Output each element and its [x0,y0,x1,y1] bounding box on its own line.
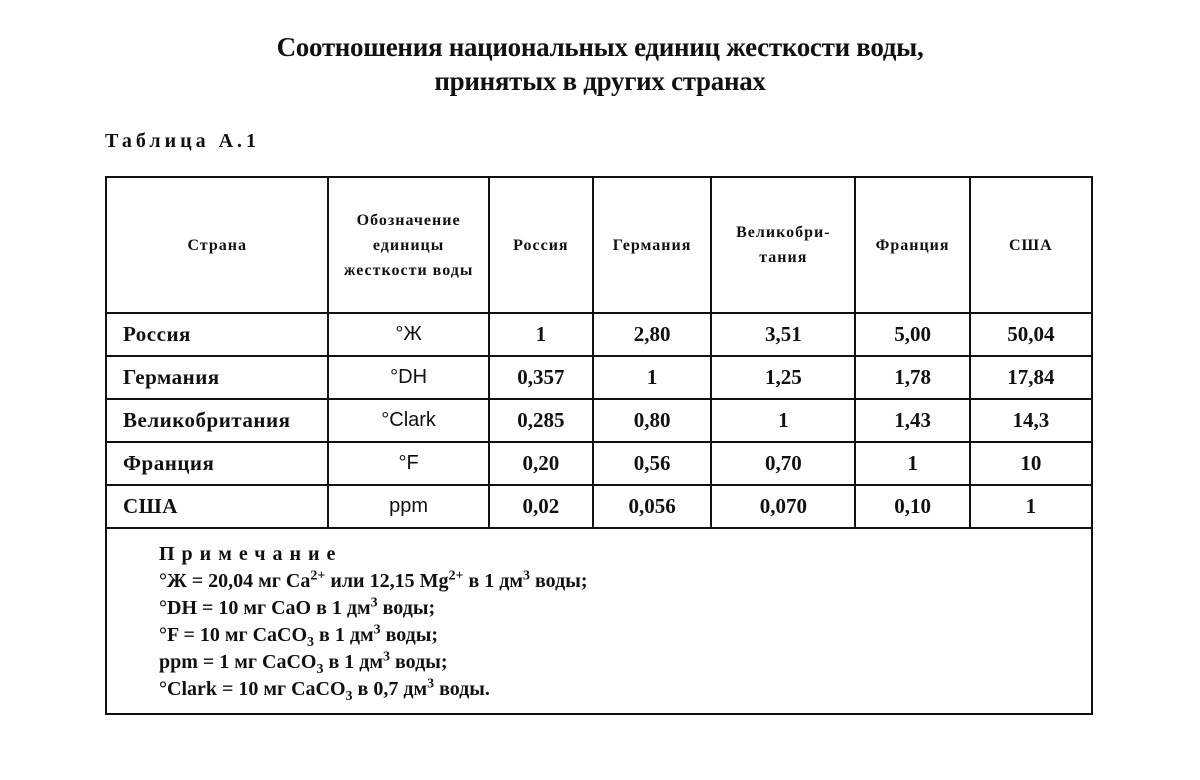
note-superscript: 3 [427,676,435,692]
note-superscript: 3 [370,595,378,611]
note-line [159,595,1091,622]
note-text: °F = 10 мг CaCO [159,624,308,646]
note-text: в 1 дм [323,651,383,673]
table-row [106,356,1092,399]
cell-value: 0,285 [489,399,593,442]
cell-value: 0,56 [593,442,711,485]
header-russia: Россия [489,177,593,313]
cell-value: 3,51 [711,313,855,356]
note-superscript: 3 [523,568,530,584]
document-title [0,30,1200,98]
note-text: воды; [390,651,448,673]
table-header-row [106,177,1092,313]
note-text: воды. [434,678,490,700]
cell-value: 2,80 [593,313,711,356]
note-text: °Clark = 10 мг CaCO [159,678,346,700]
note-title: Примечание [159,543,343,565]
row-unit: °DH [328,356,488,399]
note-text: ppm = 1 мг CaCO [159,651,317,673]
note-subscript: 3 [316,662,324,677]
cell-value: 1 [855,442,969,485]
note-line [159,676,1091,703]
header-france: Франция [855,177,969,313]
table-row [106,442,1092,485]
header-country: Страна [106,177,328,313]
row-unit: °Ж [328,313,488,356]
cell-value: 1 [970,485,1092,528]
table-row [106,399,1092,442]
row-country: Россия [106,313,328,356]
header-unit: Обозначение единицы жесткости воды [328,177,488,313]
cell-value: 50,04 [970,313,1092,356]
note-row [106,528,1092,714]
title-line-2: принятых в других странах [434,66,766,96]
note-superscript: 3 [373,622,381,638]
row-unit: °Clark [328,399,488,442]
title-line-1: Соотношения национальных единиц жесткости воды, [276,32,924,62]
cell-value: 0,70 [711,442,855,485]
note-text: или 12,15 Mg [325,570,449,592]
cell-value: 1 [593,356,711,399]
table-row [106,485,1092,528]
note-line [159,649,1091,676]
cell-value: 0,070 [711,485,855,528]
note-subscript: 3 [307,635,315,650]
row-unit: ppm [328,485,488,528]
note-text: в 1 дм [314,624,374,646]
cell-value: 5,00 [855,313,969,356]
hardness-units-table [105,176,1093,715]
note-text: в 0,7 дм [352,678,428,700]
row-country: Великобритания [106,399,328,442]
note-cell [106,528,1092,714]
header-usa: США [970,177,1092,313]
row-country: США [106,485,328,528]
table-caption: Таблица А.1 [105,130,261,152]
note-text: в 1 дм [463,570,523,592]
note-text: воды; [530,570,588,592]
cell-value: 14,3 [970,399,1092,442]
note-subscript: 3 [345,689,353,704]
cell-value: 1 [711,399,855,442]
cell-value: 0,357 [489,356,593,399]
cell-value: 1,78 [855,356,969,399]
table-row [106,313,1092,356]
header-uk: Великобри-тания [711,177,855,313]
cell-value: 0,20 [489,442,593,485]
cell-value: 0,10 [855,485,969,528]
note-text: воды; [377,597,436,619]
note-superscript: 2+ [448,568,464,584]
note-line [159,568,1091,595]
note-superscript: 2+ [310,568,326,584]
note-line [159,622,1091,649]
cell-value: 0,056 [593,485,711,528]
note-text: °Ж = 20,04 мг Ca [159,570,311,592]
row-unit: °F [328,442,488,485]
cell-value: 10 [970,442,1092,485]
row-country: Франция [106,442,328,485]
cell-value: 17,84 [970,356,1092,399]
note-text: воды; [380,624,439,646]
cell-value: 0,80 [593,399,711,442]
row-country: Германия [106,356,328,399]
cell-value: 0,02 [489,485,593,528]
cell-value: 1,43 [855,399,969,442]
note-superscript: 3 [383,649,390,665]
cell-value: 1,25 [711,356,855,399]
note-text: °DH = 10 мг CaO в 1 дм [159,597,371,619]
cell-value: 1 [489,313,593,356]
header-germany: Германия [593,177,711,313]
